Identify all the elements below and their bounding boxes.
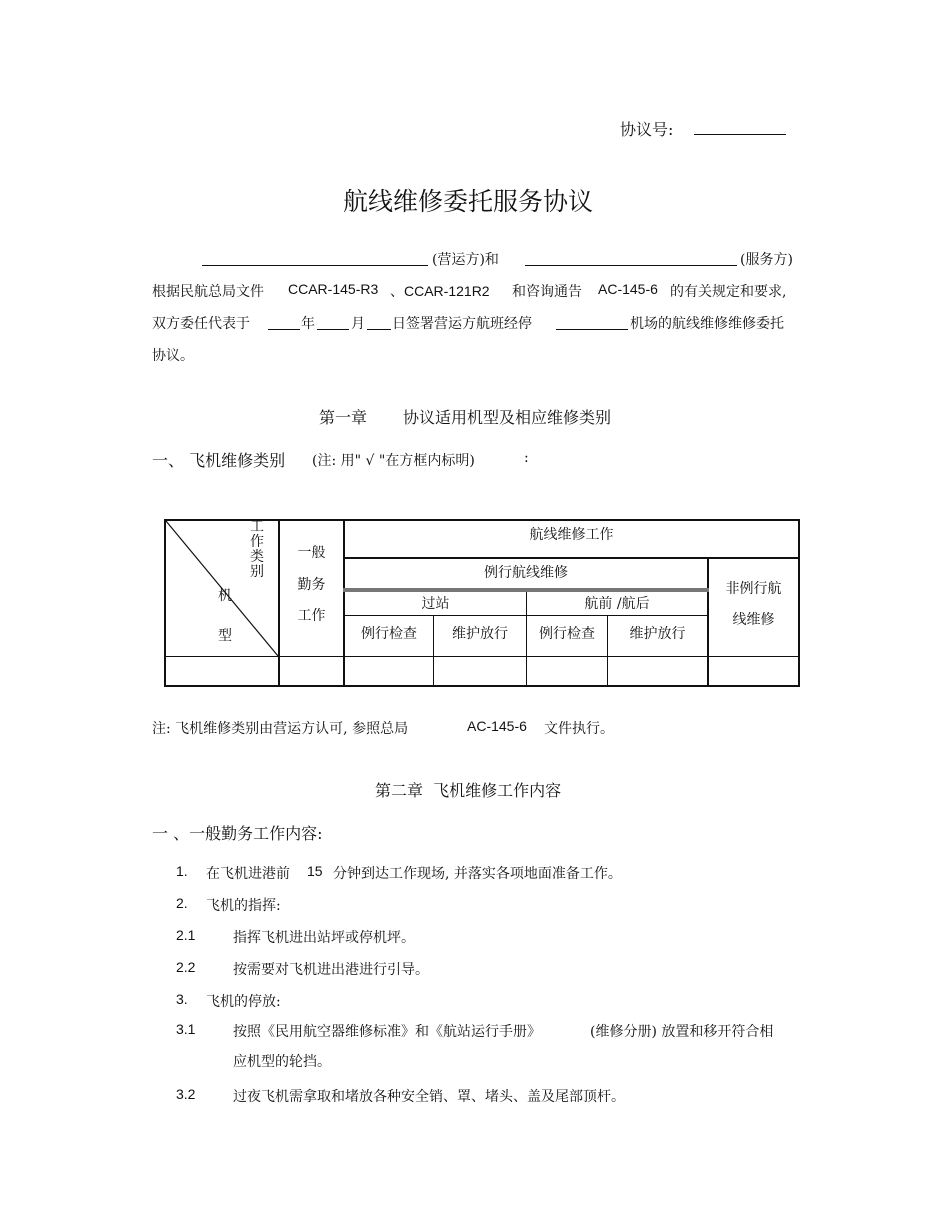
aircraft-type-cell[interactable] — [166, 657, 278, 685]
intro-text: 协议。 — [152, 348, 194, 364]
chapter-2-title: 第二章 飞机维修工作内容 — [375, 781, 562, 800]
service-blank[interactable] — [525, 265, 737, 266]
intro-text: 和咨询通告 — [512, 284, 582, 300]
doc-code-ccar145: CCAR-145-R3 — [288, 281, 379, 297]
non-routine-checkbox-cell[interactable] — [709, 657, 798, 685]
intro-text: 日签署营运方航班经停 — [392, 316, 532, 332]
item-text: (维修分册) 放置和移开符合相 — [590, 1024, 774, 1040]
item-number: 3. — [176, 991, 188, 1007]
year-label: 年 — [301, 316, 315, 332]
maintenance-release-header: 维护放行 — [629, 626, 686, 642]
item-number: 2.2 — [176, 959, 196, 975]
intro-text: 的有关规定和要求, — [670, 284, 787, 300]
operator-blank[interactable] — [202, 265, 428, 266]
month-blank[interactable] — [317, 329, 349, 330]
non-routine-header-2: 线维修 — [732, 612, 775, 628]
intro-line-1 — [152, 281, 264, 301]
table-note-text: 文件执行。 — [544, 721, 614, 737]
intro-text: 机场的航线维修维修委托 — [630, 316, 784, 332]
agreement-number-label: 协议号: — [620, 120, 674, 139]
agreement-number-blank[interactable] — [694, 134, 786, 135]
line-maintenance-header: 航线维修工作 — [529, 527, 614, 543]
item-number: 2. — [176, 895, 188, 911]
routine-line-maintenance-header: 例行航线维修 — [484, 565, 568, 581]
day-blank[interactable] — [367, 329, 391, 330]
intro-text: 根据民航总局文件 — [152, 284, 264, 300]
general-service-checkbox-cell[interactable] — [280, 657, 343, 685]
maintenance-release-header: 维护放行 — [452, 626, 508, 642]
intro-text: 双方委任代表于 — [152, 316, 250, 332]
aircraft-type-label-2: 型 — [218, 628, 232, 644]
item-text: 飞机的指挥: — [206, 898, 281, 914]
general-service-header-3: 工作 — [297, 608, 326, 624]
prepost-release-checkbox-cell[interactable] — [608, 657, 707, 685]
item-number: 3.2 — [176, 1086, 196, 1102]
service-label: (服务方) — [740, 252, 793, 268]
year-blank[interactable] — [268, 329, 300, 330]
document-title: 航线维修委托服务协议 — [343, 187, 594, 216]
section-1-note: (注: 用" √ "在方框内标明) — [312, 453, 475, 469]
operator-label: (营运方)和 — [432, 252, 499, 268]
item-text: 按需要对飞机进出港进行引导。 — [233, 962, 429, 978]
item-number: 2.1 — [176, 927, 196, 943]
table-note-doc-code: AC-145-6 — [467, 718, 527, 734]
chapter-1-number: 第一章 — [319, 408, 368, 427]
routine-check-header: 例行检查 — [539, 626, 595, 642]
general-service-header-1: 一般 — [297, 545, 326, 561]
transit-release-checkbox-cell[interactable] — [434, 657, 526, 685]
doc-code-ccar121: 、CCAR-121R2 — [390, 283, 490, 299]
general-service-header-2: 勤务 — [297, 577, 326, 593]
non-routine-header-1: 非例行航 — [725, 581, 782, 597]
transit-header: 过站 — [421, 596, 450, 612]
work-category-label: 工 作 类 别 — [250, 519, 264, 580]
item-text: 在飞机进港前 — [206, 866, 290, 882]
transit-check-checkbox-cell[interactable] — [345, 657, 433, 685]
item-text: 按照《民用航空器维修标准》和《航站运行手册》 — [233, 1024, 541, 1040]
item-text: 飞机的停放: — [206, 994, 281, 1010]
item-number: 1. — [176, 863, 188, 879]
month-label: 月 — [351, 316, 365, 332]
section-2-heading: 一 、一般勤务工作内容: — [152, 824, 323, 843]
maintenance-category-table — [164, 519, 800, 687]
table-note-text: 注: 飞机维修类别由营运方认可, 参照总局 — [152, 721, 409, 737]
item-text: 应机型的轮挡。 — [233, 1054, 331, 1070]
item-text: 分钟到达工作现场, 并落实各项地面准备工作。 — [333, 866, 622, 882]
doc-code-ac145: AC-145-6 — [598, 281, 658, 297]
chapter-1-title: 协议适用机型及相应维修类别 — [403, 408, 612, 427]
item-text-number: 15 — [307, 863, 323, 879]
pre-post-flight-header: 航前 /航后 — [584, 596, 650, 612]
routine-check-header: 例行检查 — [361, 626, 417, 642]
section-1-colon: : — [524, 450, 529, 466]
section-1-heading: 一、 飞机维修类别 — [152, 451, 286, 470]
item-number: 3.1 — [176, 1021, 196, 1037]
prepost-check-checkbox-cell[interactable] — [527, 657, 607, 685]
item-text: 指挥飞机进出站坪或停机坪。 — [233, 930, 415, 946]
airport-blank[interactable] — [556, 329, 628, 330]
aircraft-type-label-1: 机 — [218, 588, 232, 604]
item-text: 过夜飞机需拿取和堵放各种安全销、罩、堵头、盖及尾部顶杆。 — [233, 1089, 625, 1105]
